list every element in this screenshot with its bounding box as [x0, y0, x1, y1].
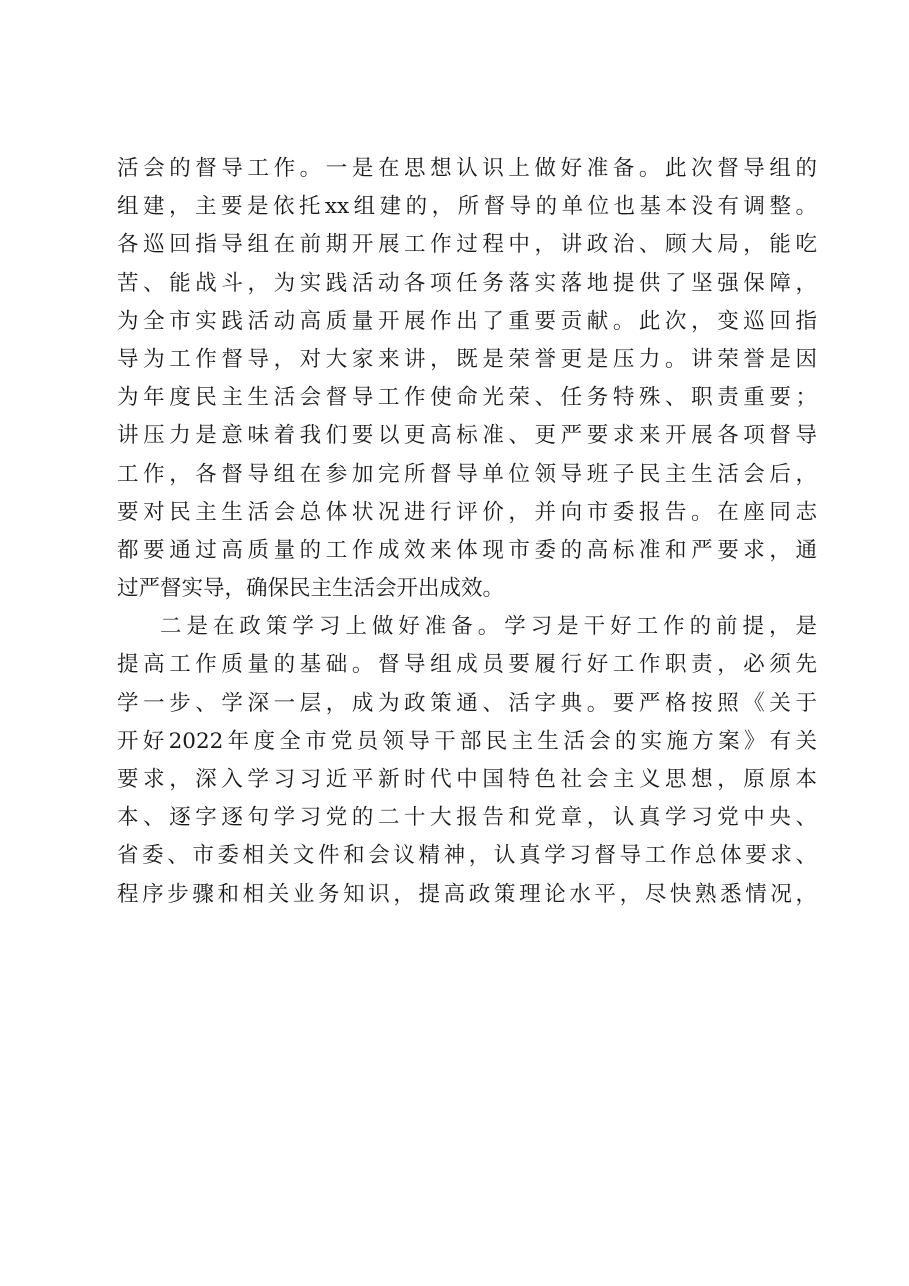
- text-line: 工作，各督导组在参加完所督导单位领导班子民主生活会后，: [117, 461, 817, 487]
- text-line: 开好2022年度全市党员领导干部民主生活会的实施方案》有关: [117, 728, 817, 754]
- paragraph-1: [117, 150, 817, 608]
- text-line: 过严督实导，确保民主生活会开出成效。: [117, 576, 505, 602]
- text-line: 本、逐字逐句学习党的二十大报告和党章，认真学习党中央、: [117, 805, 817, 831]
- text-line: 省委、市委相关文件和会议精神，认真学习督导工作总体要求、: [117, 843, 817, 869]
- text-line: 各巡回指导组在前期开展工作过程中，讲政治、顾大局，能吃: [117, 232, 817, 258]
- text-line: 要对民主生活会总体状况进行评价，并向市委报告。在座同志: [117, 499, 817, 525]
- text-line: 为年度民主生活会督导工作使命光荣、任务特殊、职责重要；: [117, 385, 817, 411]
- text-line: 组建，主要是依托xx组建的，所督导的单位也基本没有调整。: [117, 194, 817, 220]
- text-line: 提高工作质量的基础。督导组成员要履行好工作职责，必须先: [117, 652, 817, 678]
- text-line: 要求，深入学习习近平新时代中国特色社会主义思想，原原本: [117, 767, 817, 792]
- text-line: 导为工作督导，对大家来讲，既是荣誉更是压力。讲荣誉是因: [117, 346, 817, 372]
- text-line: 二是在政策学习上做好准备。学习是干好工作的前提，是: [160, 614, 817, 640]
- text-line: 都要通过高质量的工作成效来体现市委的高标准和严要求，通: [117, 537, 817, 563]
- document-body: [117, 150, 817, 914]
- text-line: 程序步骤和相关业务知识，提高政策理论水平，尽快熟悉情况，: [117, 881, 817, 907]
- paragraph-2: [117, 608, 817, 914]
- text-line: 活会的督导工作。一是在思想认识上做好准备。此次督导组的: [117, 156, 817, 181]
- text-line: 讲压力是意味着我们要以更高标准、更严要求来开展各项督导: [117, 423, 817, 449]
- text-line: 为全市实践活动高质量开展作出了重要贡献。此次，变巡回指: [117, 308, 817, 334]
- text-line: 苦、能战斗，为实践活动各项任务落实落地提供了坚强保障，: [117, 270, 817, 296]
- text-line: 学一步、学深一层，成为政策通、活字典。要严格按照《关于: [117, 690, 817, 716]
